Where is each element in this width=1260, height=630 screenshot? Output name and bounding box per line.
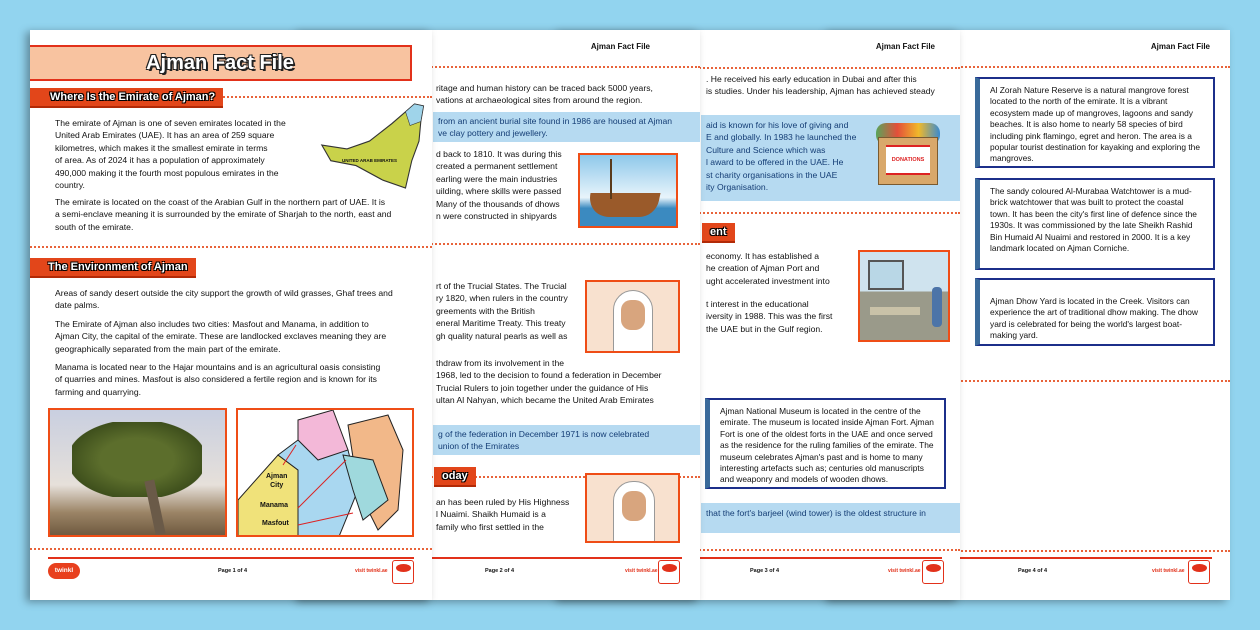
twinkl-logo[interactable]: twinkl bbox=[48, 563, 80, 579]
paragraph: Manama is located near to the Hajar mountains and is an agricultural oasis consisting of quarries and mines. Masfout is also considered a fertile region and is known for its farming and quarrying. bbox=[55, 362, 381, 397]
map-label: UNITED ARAB EMIRATES bbox=[342, 158, 397, 163]
highlight-band: from an ancient burial site found in 1986 are housed at Ajman ve clay pottery and jewellery. bbox=[433, 112, 700, 142]
paragraph: The emirate is located on the coast of the Arabian Gulf in the northern part of UAE. It is a semi-enclave meaning it is surrounded by the emirate of Sharjah to the north, east and south of the emirate. bbox=[55, 197, 392, 232]
info-box-dhow-yard: Ajman Dhow Yard is located in the Creek. Visitors can experience the art of traditional dhow making. The dhow yard is celebrated for being the world's largest boat-making yard. bbox=[975, 278, 1215, 346]
section-heading: ent bbox=[702, 223, 735, 243]
info-box-museum: Ajman National Museum is located in the centre of the emirate. The museum is located inside Ajman Fort. Ajman Fort is one of the oldest forts in the UAE and once served as the residence for the ruling families of the emirate. The museum celebrates Ajman's past and is home to many interesting artefacts such as; centuries old manuscripts and weaponry and models of wooden dhows. bbox=[705, 398, 946, 489]
section-heading-environment: The Environment of Ajman bbox=[30, 258, 196, 278]
page-number: Page 4 of 4 bbox=[1018, 568, 1048, 574]
uae-map-image bbox=[320, 102, 428, 190]
classroom-image bbox=[858, 250, 950, 342]
highlight-band: g of the federation in December 1971 is now celebrated union of the Emirates bbox=[433, 425, 700, 455]
info-box-watchtower: The sandy coloured Al-Murabaa Watchtower is a mud-brick watchtower that was built to protect the coastal town. It has been the city's first line of defence since the 1930s. It was commissioned by the late Sheikh Rashid Bin Humaid Al Nuaimi and restored in 2000. It is a key landmark located on Ajman Corniche. bbox=[975, 178, 1215, 270]
divider bbox=[30, 548, 432, 550]
highlight-band: aid is known for his love of giving and E and globally. In 1983 he launched the Culture and Science which was l award to be offered in the UAE. He st charity organisations in the UAE ity Organisation. bbox=[701, 115, 960, 201]
footer-url[interactable]: visit twinkl.ae bbox=[625, 568, 658, 574]
paragraph: Areas of sandy desert outside the city support the growth of wild grasses, Ghaf trees and date palms. bbox=[55, 288, 393, 311]
twinkl-stamp-logo bbox=[658, 560, 680, 584]
running-header: Ajman Fact File bbox=[875, 42, 935, 51]
paragraph: d back to 1810. It was during this created a permanent settlement earling were the main industries uilding, where skills were passed Many of the thousands of dhows n were constructed in shipyards bbox=[436, 149, 562, 222]
ajman-exclaves-map-image bbox=[236, 408, 414, 537]
page-number: Page 2 of 4 bbox=[485, 568, 515, 574]
portrait-sheikh-zayed-image bbox=[585, 280, 680, 353]
paragraph: . He received his early education in Dubai and after this is studies. Under his leadership, Ajman has achieved steady bbox=[706, 74, 935, 97]
running-header: Ajman Fact File bbox=[590, 42, 650, 51]
twinkl-stamp-logo bbox=[1188, 560, 1210, 584]
portrait-sheikh-humaid-image bbox=[585, 473, 680, 543]
paragraph: t interest in the educational iversity in 1988. This was the first the UAE but in the Gulf region. bbox=[706, 299, 833, 334]
section-heading: oday bbox=[434, 467, 476, 487]
divider bbox=[30, 246, 432, 248]
twinkl-stamp-logo bbox=[922, 560, 944, 584]
page-number: Page 3 of 4 bbox=[750, 568, 780, 574]
paragraph: thdraw from its involvement in the 1968, led to the decision to found a federation in December Trucial Rulers to join together under the guidance of His ultan Al Nahyan, which became the United Arab Emirates bbox=[436, 358, 662, 406]
donations-box-image bbox=[872, 123, 944, 187]
paragraph: rt of the Trucial States. The Trucial ry 1820, when rulers in the country greements with the British eneral Maritime Treaty. This treaty gh quality natural pearls as well as bbox=[436, 281, 568, 341]
map-place-masfout: Masfout bbox=[262, 520, 289, 527]
running-header: Ajman Fact File bbox=[1150, 42, 1210, 51]
page-1 bbox=[30, 30, 432, 600]
twinkl-stamp-logo bbox=[392, 560, 414, 584]
map-place-ajman-city: Ajman City bbox=[266, 473, 288, 489]
footer-url[interactable]: visit twinkl.ae bbox=[355, 568, 388, 574]
divider bbox=[220, 96, 432, 98]
paragraph: an has been ruled by His Highness l Nuaimi. Shaikh Humaid is a family who first settled in the bbox=[436, 497, 570, 532]
dhow-ship-image bbox=[578, 153, 678, 228]
info-box-al-zorah: Al Zorah Nature Reserve is a natural mangrove forest located to the north of the emirate. It is a vibrant ecosystem made up of mangroves, lagoons and sandy beaches. It is also home to nearly 58 species of bird including pink flamingo, egret and heron. The area is a popular tourist destination for kayaking and exploring the mangroves. bbox=[975, 77, 1215, 168]
footer-url[interactable]: visit twinkl.ae bbox=[1152, 568, 1185, 574]
section-heading-location: Where Is the Emirate of Ajman? bbox=[30, 88, 223, 108]
map-place-manama: Manama bbox=[260, 502, 289, 509]
page-number: Page 1 of 4 bbox=[218, 568, 248, 574]
paragraph: ritage and human history can be traced back 5000 years, vations at archaeological sites from around the region. bbox=[436, 83, 653, 106]
footer-url[interactable]: visit twinkl.ae bbox=[888, 568, 921, 574]
highlight-band: that the fort's barjeel (wind tower) is the oldest structure in bbox=[701, 503, 960, 533]
page-title: Ajman Fact File bbox=[30, 45, 412, 81]
paragraph: economy. It has established a he creation of Ajman Port and ught accelerated investment into bbox=[706, 251, 830, 286]
donations-label: DONATIONS bbox=[886, 145, 930, 175]
footer-line bbox=[48, 557, 414, 559]
paragraph: The emirate of Ajman is one of seven emirates located in the United Arab Emirates (UAE). It has an area of 259 square kilometres, which makes it the smallest emirate in terms of area. As of 2024 it has a population of approximately 490,000 making it the fourth most populous emirates in the country. bbox=[55, 118, 286, 191]
ghaf-tree-image bbox=[48, 408, 227, 537]
paragraph: The Emirate of Ajman also includes two cities: Masfout and Manama, in addition to Ajman City, the capital of the emirate. These are landlocked exclaves meaning they are geographically separated from the main part of the emirate. bbox=[55, 319, 387, 354]
